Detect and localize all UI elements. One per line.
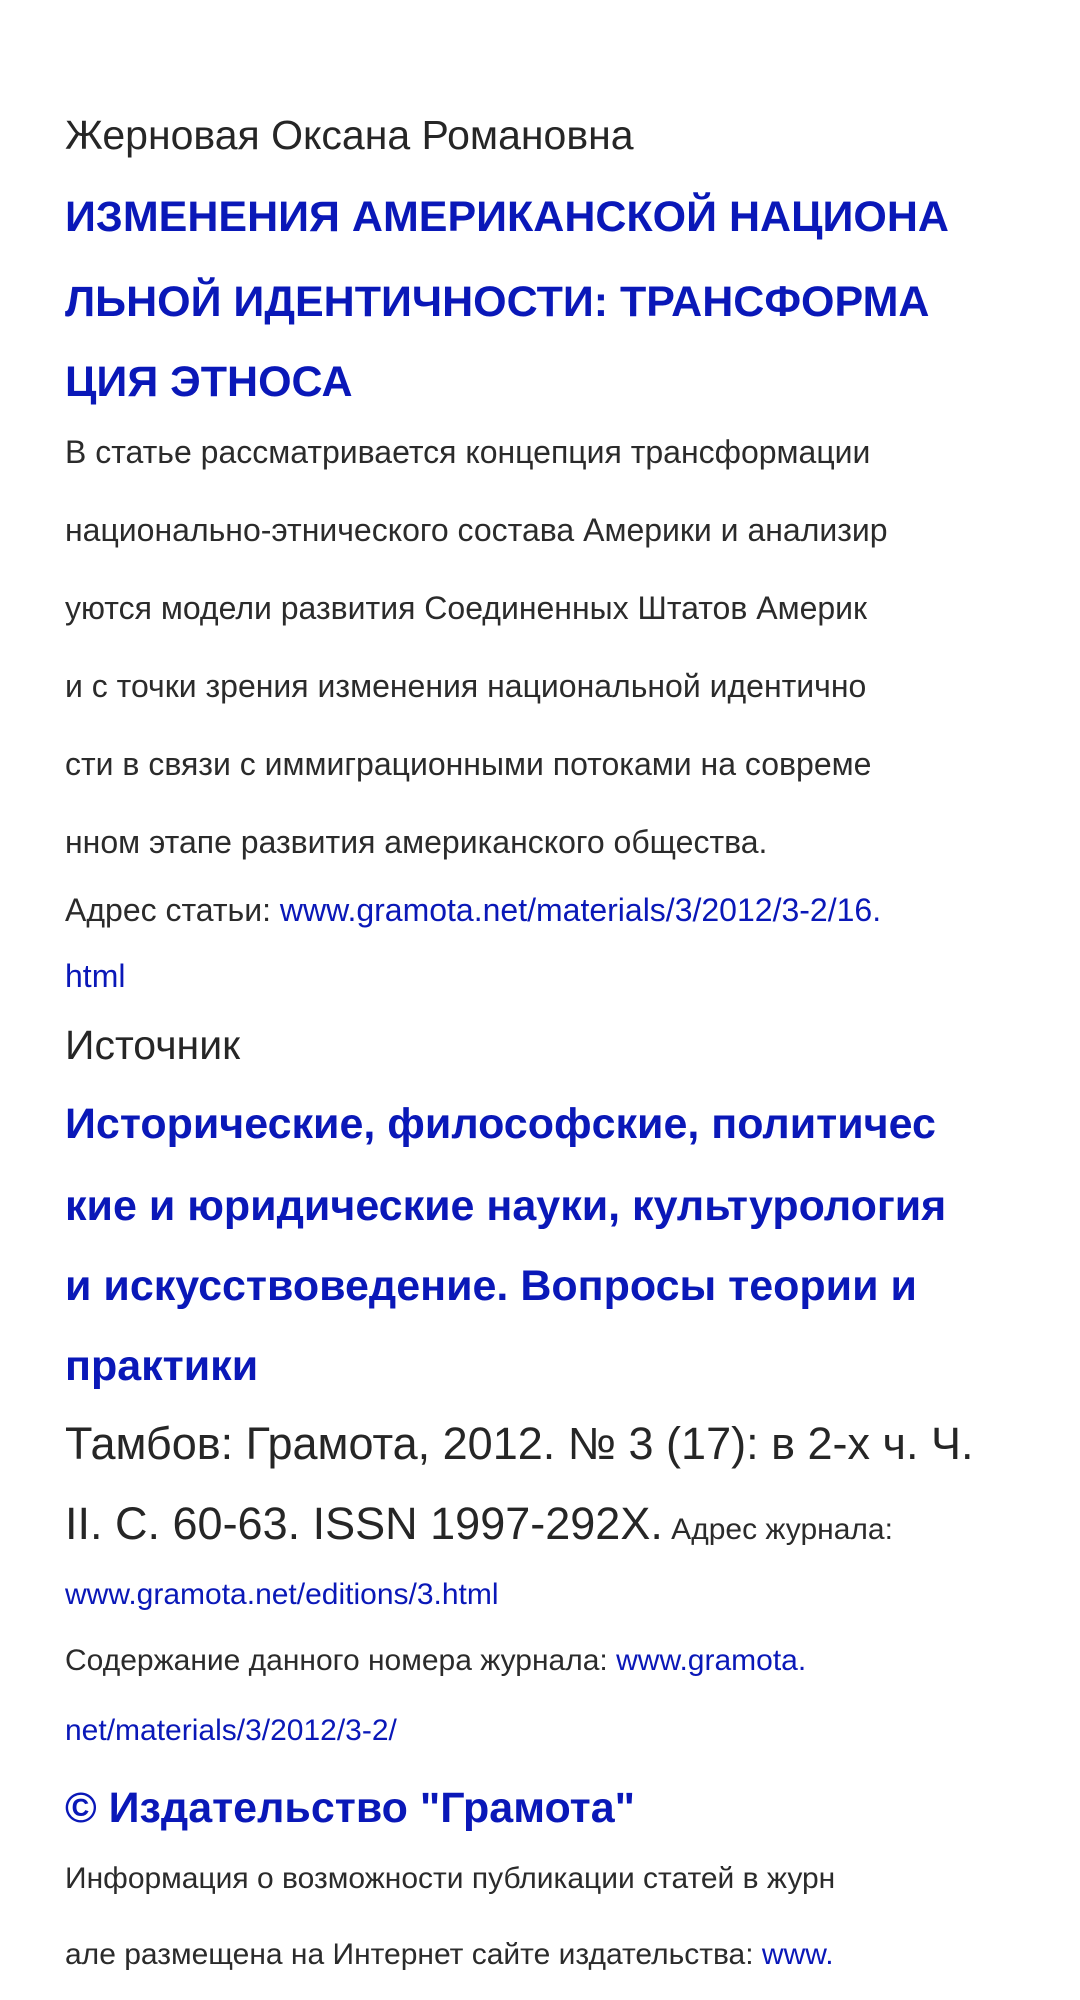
issue-contents (65, 1644, 806, 1678)
journal-address-link[interactable]: www.gramota.net/editions/3.html (65, 1578, 499, 1611)
publication-info-line-2 (65, 1938, 834, 1972)
journal-address-label: Адрес журнала: (662, 1513, 893, 1546)
abstract-line-2: национально-этнического состава Америки и анализир (65, 512, 888, 548)
publisher-copyright: © Издательство "Грамота" (65, 1784, 636, 1832)
abstract-line-1: В статье рассматривается концепция трансформации (65, 434, 871, 470)
publisher-site-link[interactable]: www. (761, 1938, 834, 1971)
issue-contents-label: Содержание данного номера журнала: (65, 1644, 617, 1677)
abstract-line-3: уются модели развития Соединенных Штатов Америк (65, 590, 868, 626)
author-name: Жерновая Оксана Романовна (65, 112, 634, 158)
bibliographic-details: II. C. 60-63. ISSN 1997-292X. (65, 1498, 663, 1549)
issue-contents-continued (65, 1714, 397, 1748)
article-address-continued (65, 958, 125, 995)
article-address (65, 892, 881, 929)
journal-title-line-2: кие и юридические науки, культурология (65, 1182, 947, 1230)
bibliographic-line-1: Тамбов: Грамота, 2012. № 3 (17): в 2-х ч. Ч. (65, 1418, 974, 1469)
abstract-line-5: сти в связи с иммиграционными потоками на совреме (65, 746, 872, 782)
source-label: Источник (65, 1022, 241, 1068)
journal-address (65, 1578, 499, 1612)
journal-title-line-3: и искусствоведение. Вопросы теории и (65, 1262, 917, 1310)
article-address-label: Адрес статьи: (65, 892, 280, 928)
article-address-link[interactable]: www.gramota.net/materials/3/2012/3-2/16. (279, 892, 882, 928)
issue-contents-link-continued[interactable]: net/materials/3/2012/3-2/ (65, 1714, 397, 1747)
article-title-line-3: ЦИЯ ЭТНОСА (65, 358, 353, 406)
journal-title-line-4: практики (65, 1342, 259, 1390)
abstract-line-6: нном этапе развития американского общества. (65, 824, 768, 860)
publication-info-line-1: Информация о возможности публикации статей в журн (65, 1862, 836, 1895)
article-title-line-1: ИЗМЕНЕНИЯ АМЕРИКАНСКОЙ НАЦИОНА (65, 193, 949, 241)
article-title-line-2: ЛЬНОЙ ИДЕНТИЧНОСТИ: ТРАНСФОРМА (65, 278, 930, 326)
bibliographic-line-2 (65, 1498, 893, 1550)
journal-title-line-1: Исторические, философские, политичес (65, 1100, 936, 1148)
article-address-link-continued[interactable]: html (65, 958, 126, 994)
publication-info-text: але размещена на Интернет сайте издательства: (65, 1938, 762, 1971)
issue-contents-link[interactable]: www.gramota. (616, 1644, 807, 1677)
abstract-line-4: и с точки зрения изменения национальной идентично (65, 668, 867, 704)
